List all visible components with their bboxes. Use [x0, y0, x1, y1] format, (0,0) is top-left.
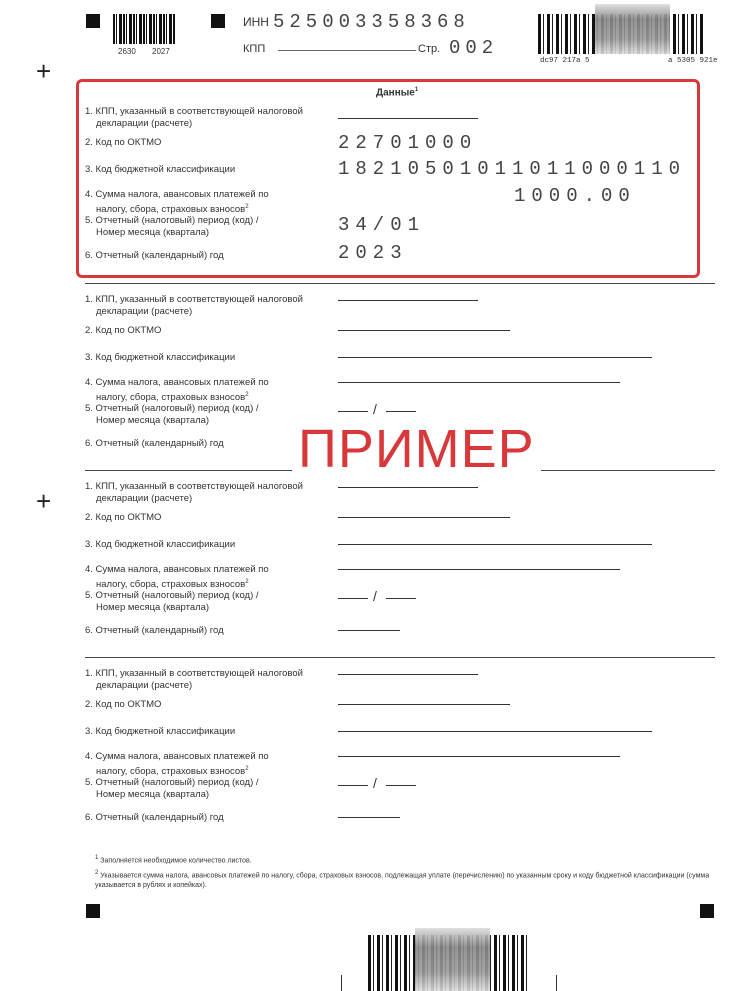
period-separator: /	[373, 588, 377, 604]
barcode-left-number: 2630	[118, 47, 136, 56]
field-label-line: 3. Код бюджетной классификации	[85, 726, 236, 737]
barcode-right-text: dc97 217a 5	[540, 57, 590, 65]
field-label-line: налогу, сбора, страховых взносов	[96, 766, 246, 778]
cut-mark	[341, 975, 342, 991]
cut-mark	[556, 975, 557, 991]
oktmo-field[interactable]: 22701000	[338, 132, 478, 154]
registration-mark: +	[36, 56, 52, 86]
field-label-line: 5. Отчетный (налоговый) период (код) /	[85, 403, 259, 414]
field-label-line: налогу, сбора, страховых взносов	[96, 392, 246, 404]
kbk-field[interactable]: 18210501011011000110	[338, 158, 687, 180]
corner-marker	[86, 904, 100, 918]
period-month-field[interactable]	[386, 411, 416, 412]
year-field[interactable]: 2023	[338, 242, 408, 264]
registration-mark: +	[36, 486, 52, 516]
field-label-line: налогу, сбора, страховых взносов	[96, 579, 246, 591]
field-label-line: 1. КПП, указанный в соответствующей налоговой	[85, 106, 303, 117]
kbk-field[interactable]	[338, 544, 652, 545]
section-title-text: Данные	[376, 87, 415, 99]
footnote-ref: 2	[245, 392, 249, 398]
field-label-line: декларации (расчете)	[96, 118, 193, 129]
field-label	[85, 512, 161, 524]
field-label-line: Номер месяца (квартала)	[96, 415, 210, 426]
blurred-region	[415, 928, 490, 991]
kbk-field[interactable]	[338, 731, 652, 732]
field-label	[85, 377, 269, 404]
field-label	[85, 250, 224, 262]
kpp-field[interactable]	[338, 300, 478, 301]
field-label	[85, 403, 259, 427]
inn-label: ИНН	[243, 15, 269, 29]
barcode-right-text: a 5305 921e	[668, 57, 718, 65]
field-label-line: 5. Отчетный (налоговый) период (код) /	[85, 777, 259, 788]
field-label	[85, 352, 235, 364]
footnote-sup: 1	[95, 855, 99, 861]
field-label-line: 4. Сумма налога, авансовых платежей по	[85, 564, 269, 575]
footnote-ref: 2	[245, 579, 249, 585]
field-label-line: Номер месяца (квартала)	[96, 227, 210, 238]
field-label	[85, 215, 259, 239]
field-label	[85, 294, 303, 318]
period-field[interactable]: 34/01	[338, 214, 426, 236]
oktmo-field[interactable]	[338, 330, 510, 331]
field-label	[85, 438, 224, 450]
field-label-line: Номер месяца (квартала)	[96, 789, 210, 800]
year-field[interactable]	[338, 817, 400, 818]
field-label	[85, 812, 224, 824]
sum-field[interactable]	[338, 382, 620, 383]
period-separator: /	[373, 401, 377, 417]
period-separator: /	[373, 775, 377, 791]
field-label-line: декларации (расчете)	[96, 306, 193, 317]
period-code-field[interactable]	[338, 598, 368, 599]
period-code-field[interactable]	[338, 411, 368, 412]
block-separator	[85, 283, 715, 284]
footnote-text: Заполняется необходимое количество листов.	[100, 857, 252, 865]
field-label-line: 5. Отчетный (налоговый) период (код) /	[85, 590, 259, 601]
field-label	[85, 539, 235, 551]
field-label-line: 3. Код бюджетной классификации	[85, 164, 236, 175]
field-label-line: 2. Код по ОКТМО	[85, 512, 162, 523]
field-label-line: 6. Отчетный (календарный) год	[85, 250, 224, 261]
field-label-line: 6. Отчетный (календарный) год	[85, 812, 224, 823]
field-label	[85, 668, 303, 692]
field-label	[85, 777, 259, 801]
field-label	[85, 137, 161, 149]
field-label	[85, 751, 269, 778]
period-month-field[interactable]	[386, 598, 416, 599]
field-label-line: 6. Отчетный (календарный) год	[85, 438, 224, 449]
kpp-line	[278, 50, 416, 51]
footnote-sup: 2	[95, 870, 99, 876]
kpp-label: КПП	[243, 43, 266, 55]
field-label	[85, 590, 259, 614]
field-label	[85, 189, 269, 216]
watermark: ПРИМЕР	[292, 423, 541, 475]
footnote-2	[95, 868, 715, 891]
corner-marker	[700, 904, 714, 918]
field-label-line: 2. Код по ОКТМО	[85, 325, 162, 336]
sum-field[interactable]	[338, 756, 620, 757]
oktmo-field[interactable]	[338, 517, 510, 518]
field-label-line: декларации (расчете)	[96, 680, 193, 691]
field-label	[85, 164, 235, 176]
kpp-field[interactable]	[338, 487, 478, 488]
sum-field[interactable]	[338, 569, 620, 570]
field-label-line: налогу, сбора, страховых взносов	[96, 204, 246, 216]
footnote-ref: 1	[414, 87, 419, 93]
field-label	[85, 325, 161, 337]
field-label-line: 2. Код по ОКТМО	[85, 699, 162, 710]
kbk-field[interactable]	[338, 357, 652, 358]
field-label-line: 3. Код бюджетной классификации	[85, 539, 236, 550]
kpp-field[interactable]	[338, 674, 478, 675]
field-label-line: 5. Отчетный (налоговый) период (код) /	[85, 215, 259, 226]
block-separator	[85, 657, 715, 658]
blurred-region	[595, 4, 670, 54]
kpp-field[interactable]	[338, 118, 478, 119]
field-label-line: 4. Сумма налога, авансовых платежей по	[85, 751, 269, 762]
corner-marker	[211, 14, 225, 28]
barcode-left	[113, 14, 176, 44]
period-month-field[interactable]	[386, 785, 416, 786]
footnote-ref: 2	[245, 204, 249, 210]
page-label: Стр.	[418, 43, 441, 55]
page-number: 002	[449, 37, 499, 59]
field-label-line: Номер месяца (квартала)	[96, 602, 210, 613]
sum-field[interactable]: 1000.00	[514, 185, 636, 207]
period-code-field[interactable]	[338, 785, 368, 786]
field-label	[85, 564, 269, 591]
field-label-line: 1. КПП, указанный в соответствующей налоговой	[85, 481, 303, 492]
field-label-line: 1. КПП, указанный в соответствующей налоговой	[85, 668, 303, 679]
barcode-left-number: 2027	[152, 47, 170, 56]
field-label-line: 3. Код бюджетной классификации	[85, 352, 236, 363]
inn-value: 525003358368	[273, 11, 470, 33]
field-label-line: 4. Сумма налога, авансовых платежей по	[85, 189, 269, 200]
field-label-line: 4. Сумма налога, авансовых платежей по	[85, 377, 269, 388]
corner-marker	[86, 14, 100, 28]
field-label-line: 1. КПП, указанный в соответствующей налоговой	[85, 294, 303, 305]
year-field[interactable]	[338, 630, 400, 631]
field-label	[85, 481, 303, 505]
field-label	[85, 726, 235, 738]
field-label-line: декларации (расчете)	[96, 493, 193, 504]
oktmo-field[interactable]	[338, 704, 510, 705]
field-label	[85, 625, 224, 637]
footnote-text: Указывается сумма налога, авансовых платежей по налогу, сбора, страховых взносов, подлежащая уплате (перечислению) по указанным сроку и коду бюджетной классификации (сумма указывается в рублях и копейках).	[95, 872, 710, 890]
field-label-line: 6. Отчетный (календарный) год	[85, 625, 224, 636]
field-label-line: 2. Код по ОКТМО	[85, 137, 162, 148]
footnote-1	[95, 853, 715, 866]
section-title	[376, 87, 418, 98]
field-label	[85, 699, 161, 711]
field-label	[85, 106, 303, 130]
footnote-ref: 2	[245, 766, 249, 772]
